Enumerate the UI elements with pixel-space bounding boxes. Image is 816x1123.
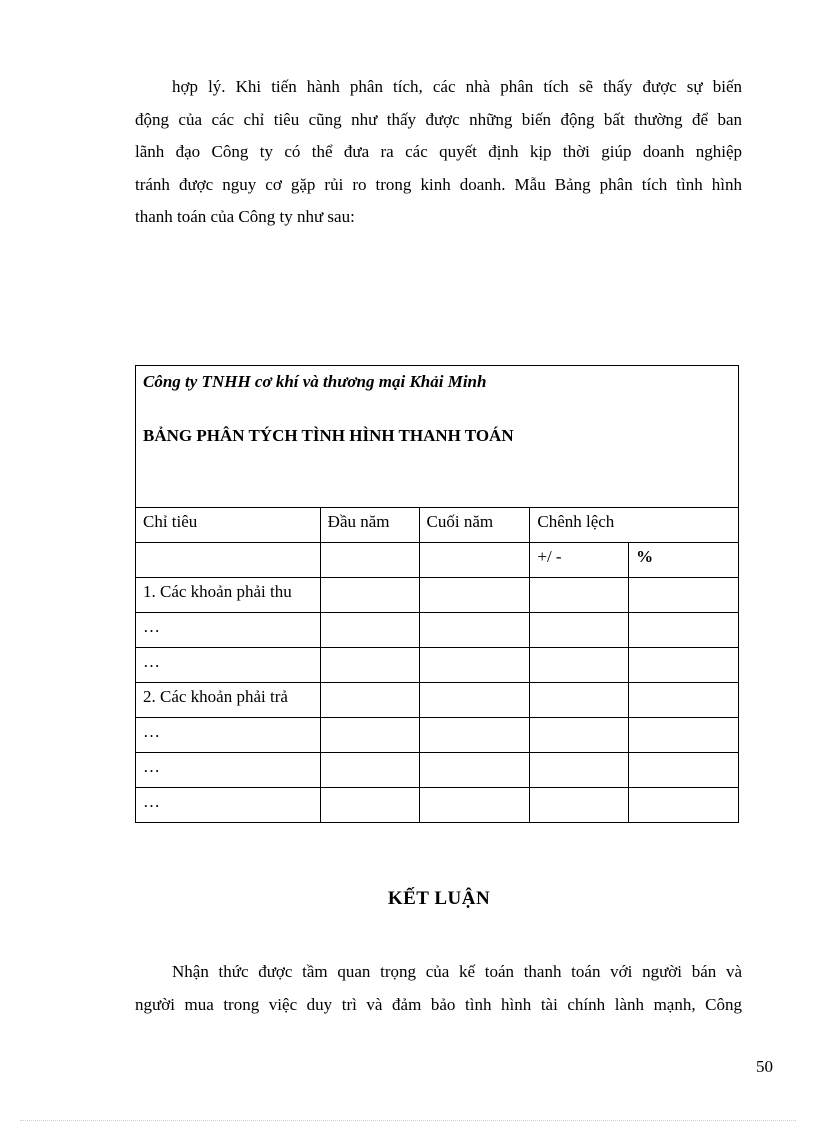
column-header-diff-amount: +/ - [530, 543, 629, 578]
table-title: BẢNG PHÂN TÝCH TÌNH HÌNH THANH TOÁN [143, 426, 514, 445]
table-cell [629, 788, 739, 823]
table-cell [320, 613, 419, 648]
intro-paragraph [135, 71, 742, 234]
table-row-label: 1. Các khoản phải thu [136, 578, 321, 613]
paragraph-line: tránh được nguy cơ gặp rủi ro trong kinh doanh. Mẫu Bảng phân tích tình hình [135, 174, 742, 194]
paragraph-line: thanh toán của Công ty như sau: [135, 207, 355, 226]
page-number: 50 [756, 1057, 773, 1076]
table-cell [530, 753, 629, 788]
table-cell [320, 543, 419, 578]
table-row-label: … [136, 718, 321, 753]
table-cell [320, 718, 419, 753]
table-cell [530, 683, 629, 718]
table-row-label: … [136, 648, 321, 683]
company-name: Công ty TNHH cơ khí và thương mại Khải Minh [143, 372, 487, 391]
paragraph-line: lãnh đạo Công ty có thể đưa ra các quyết định kịp thời giúp doanh nghiệp [135, 142, 742, 161]
table-cell [320, 578, 419, 613]
paragraph-line: người mua trong việc duy trì và đảm bảo tình hình tài chính lành mạnh, Công [135, 994, 742, 1014]
table-cell [629, 648, 739, 683]
conclusion-paragraph [135, 956, 742, 1021]
table-cell [320, 753, 419, 788]
column-header-beginning: Đầu năm [320, 508, 419, 543]
column-header-diff-percent: % [629, 543, 739, 578]
table-row-label: … [136, 613, 321, 648]
table-cell [530, 648, 629, 683]
table-cell [530, 578, 629, 613]
table-cell [419, 683, 530, 718]
table-cell [320, 788, 419, 823]
column-header-end: Cuối năm [419, 508, 530, 543]
table-cell [419, 788, 530, 823]
section-heading: KẾT LUẬN [387, 888, 491, 909]
table-cell [419, 613, 530, 648]
table-cell [419, 648, 530, 683]
table-cell [419, 543, 530, 578]
table-cell [419, 718, 530, 753]
paragraph-line: Nhận thức được tầm quan trọng của kế toán thanh toán với người bán và [172, 962, 742, 981]
table-cell [530, 718, 629, 753]
table-cell [419, 578, 530, 613]
table-cell [629, 578, 739, 613]
table-cell [629, 753, 739, 788]
paragraph-line: động của các chỉ tiêu cũng như thấy được những biến động bất thường để ban [135, 109, 742, 129]
table-cell [629, 718, 739, 753]
column-header-difference: Chênh lệch [530, 508, 739, 543]
table-cell [629, 613, 739, 648]
column-header-indicator: Chỉ tiêu [136, 508, 321, 543]
table-header-block [136, 366, 739, 508]
table-cell [530, 788, 629, 823]
table-cell [419, 753, 530, 788]
table-cell [629, 683, 739, 718]
table-cell [320, 683, 419, 718]
table-cell [136, 543, 321, 578]
paragraph-line: hợp lý. Khi tiến hành phân tích, các nhà phân tích sẽ thấy được sự biến [172, 77, 742, 96]
payment-analysis-table [135, 365, 739, 823]
table-row-label: … [136, 788, 321, 823]
table-cell [320, 648, 419, 683]
table-row-label: … [136, 753, 321, 788]
page-bottom-divider [20, 1120, 796, 1121]
table-cell [530, 613, 629, 648]
table-row-label: 2. Các khoản phải trả [136, 683, 321, 718]
